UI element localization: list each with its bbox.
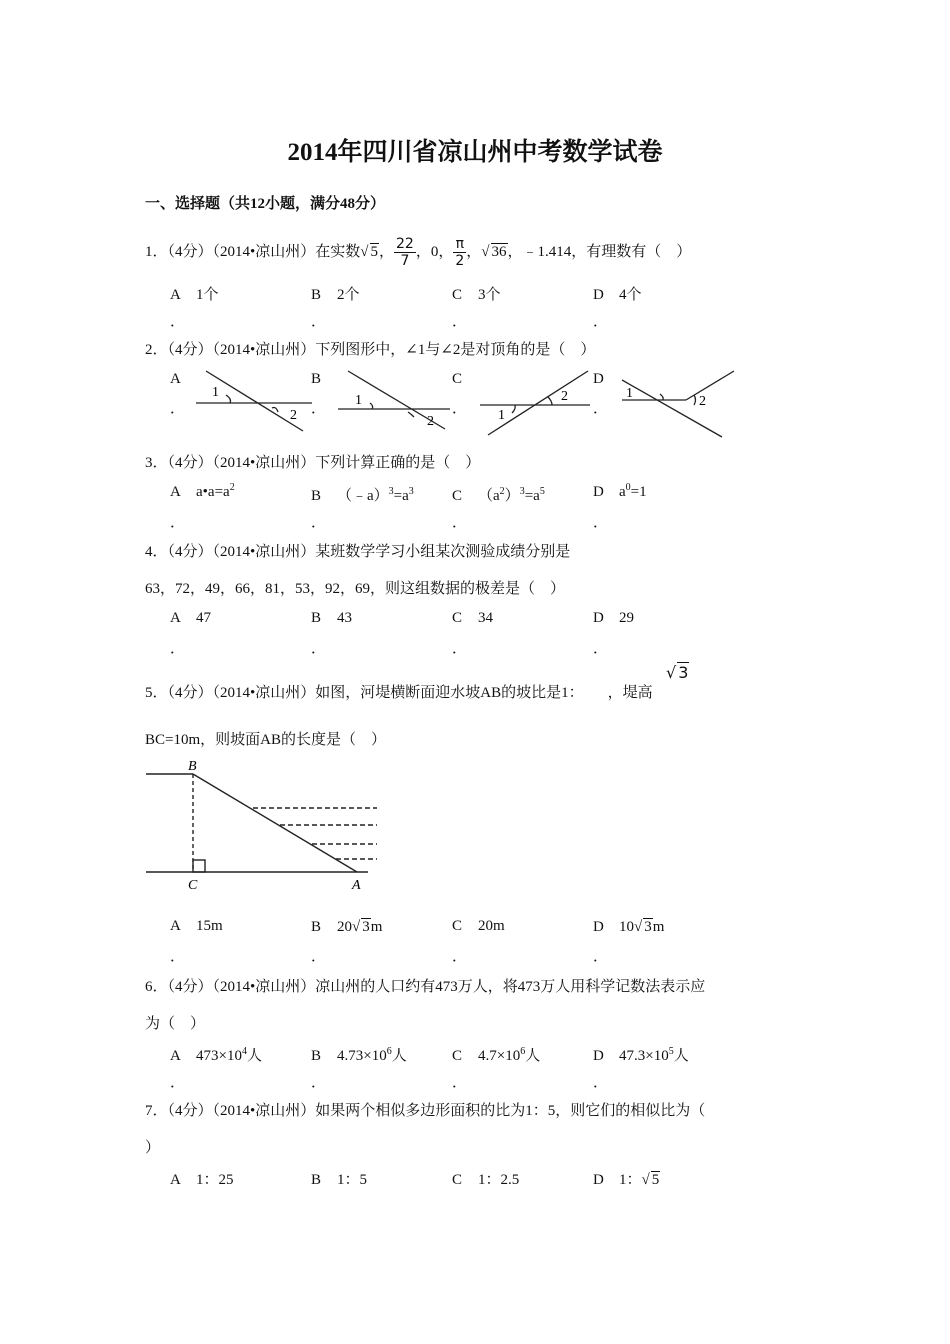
- fig-c-label-2: 2: [561, 389, 568, 404]
- q6-option-a[interactable]: [170, 1044, 262, 1065]
- q5b-post: m: [370, 919, 383, 935]
- fig-d-label-2: 2: [699, 394, 706, 409]
- option-text: 34: [478, 610, 493, 626]
- q6-option-c[interactable]: [452, 1044, 540, 1065]
- option-letter: D: [593, 484, 604, 500]
- q6a-pre: 473×10: [196, 1048, 242, 1064]
- q1-suffix: ，﹣1.414，有理数有（ ）: [507, 243, 692, 260]
- q1-zero: ，0，: [415, 243, 454, 260]
- option-text: 3个: [478, 287, 501, 303]
- q3-option-a[interactable]: [170, 484, 235, 501]
- fig-d-arc2: [694, 395, 696, 405]
- option-text: 4个: [619, 287, 642, 303]
- q3b-pre: （﹣a）: [337, 488, 389, 504]
- option-letter: B: [311, 371, 322, 387]
- q3b-mid: =a: [393, 488, 409, 504]
- option-letter: B: [311, 287, 322, 303]
- fig-b-label-2: 2: [427, 414, 434, 429]
- q6a-exp: 4: [241, 1046, 247, 1057]
- option-letter: B: [311, 919, 322, 935]
- q3c-exp1: 2: [499, 486, 505, 497]
- option-letter: C: [452, 610, 463, 626]
- sqrt-36: √ 36: [481, 243, 507, 260]
- q5d-pre: 10: [619, 919, 634, 935]
- option-text: 2个: [337, 287, 360, 303]
- q5-option-c[interactable]: [452, 918, 505, 935]
- option-dot: ．: [452, 515, 468, 531]
- option-dot: ．: [311, 314, 327, 330]
- option-letter: A: [170, 371, 181, 387]
- fig-c-diagonal: [488, 371, 588, 435]
- fig-d-label-1: 1: [626, 386, 633, 401]
- q5d-post: m: [652, 919, 665, 935]
- q1-prefix: 1．（4分）（2014•凉山州）在实数: [145, 243, 361, 260]
- question-1: 1．（4分）（2014•凉山州）在实数√ 5， $\frac{22}{7}$ ，0， $\frac{\pi}{2}$ ，√ 36，﹣1.414，有理数有（ ）: [145, 236, 692, 269]
- q6c-exp: 6: [520, 1046, 526, 1057]
- q7-option-c[interactable]: [452, 1168, 519, 1189]
- q3c-mid: ）: [504, 488, 520, 504]
- sqrt-5-radicand: 5: [370, 243, 378, 260]
- option-dot: ．: [452, 314, 468, 330]
- fig-a-arc2: [272, 408, 278, 413]
- q6c-pre: 4.7×10: [478, 1048, 521, 1064]
- q5b-pre: 20: [337, 919, 352, 935]
- q6-option-b[interactable]: [311, 1044, 407, 1065]
- option-dot: ．: [170, 641, 186, 657]
- question-4-line2: 63，72，49，66，81，53，92，69，则这组数据的极差是（ ）: [145, 581, 566, 597]
- fig-a-diagonal: [206, 371, 303, 431]
- sqrt-3-radicand: 3: [678, 663, 689, 682]
- q3a-base: a•a=a: [196, 484, 230, 500]
- question-5-line2: BC=10m，则坡面AB的长度是（ ）: [145, 732, 386, 748]
- q3d-post: =1: [630, 484, 647, 500]
- question-6-line1: 6．（4分）（2014•凉山州）凉山州的人口约有473万人，将473万人用科学记数法表示应: [145, 979, 706, 995]
- frac-den: 7: [400, 253, 410, 269]
- q3c-mid2: =a: [524, 488, 540, 504]
- option-dot: ．: [452, 949, 468, 965]
- q6a-post: 人: [246, 1048, 262, 1064]
- q5-option-d[interactable]: [593, 918, 664, 936]
- option-dot: ．: [170, 401, 186, 417]
- question-6-line2: 为（ ）: [145, 1016, 206, 1032]
- sqrt-3: √ 3: [352, 919, 370, 935]
- option-dot: ．: [593, 401, 609, 417]
- q5-sqrt3: √ 3: [666, 663, 689, 682]
- sqrt-36-radicand: 36: [491, 243, 507, 260]
- fig-c-arc2: [548, 397, 552, 405]
- page-title: 2014年四川省凉山州中考数学试卷: [287, 139, 663, 166]
- option-letter: A: [170, 484, 181, 500]
- right-angle-mark: [193, 860, 205, 872]
- option-dot: ．: [452, 641, 468, 657]
- option-letter: A: [170, 287, 181, 303]
- question-2: 2．（4分）（2014•凉山州）下列图形中，∠1与∠2是对顶角的是（ ）: [145, 342, 596, 358]
- option-dot: ．: [170, 314, 186, 330]
- fig-d-arc1: [660, 394, 663, 400]
- question-7-line2: ）: [145, 1140, 161, 1156]
- sqrt-5: √ 5: [360, 243, 378, 260]
- fig-a-label-2: 2: [290, 408, 297, 423]
- option-letter: A: [170, 918, 181, 934]
- section-heading: 一、选择题（共12小题，满分48分）: [145, 196, 386, 212]
- q4-option-a[interactable]: [170, 610, 211, 627]
- fig-a-arc1: [226, 395, 231, 403]
- q6d-pre: 47.3×10: [619, 1048, 669, 1064]
- question-4-line1: 4．（4分）（2014•凉山州）某班数学学习小组某次测验成绩分别是: [145, 544, 571, 560]
- q5-option-a[interactable]: [170, 918, 223, 935]
- fig-c-arc1: [512, 405, 515, 413]
- option-text: 20m: [478, 918, 505, 934]
- label-c: C: [188, 878, 198, 893]
- option-text: 43: [337, 610, 352, 626]
- q5-dam-figure: [140, 755, 390, 895]
- fig-b-arc1: [370, 403, 373, 409]
- q6d-post: 人: [673, 1048, 689, 1064]
- q6b-pre: 4.73×10: [337, 1048, 387, 1064]
- q5-line1-pre: 5．（4分）（2014•凉山州）如图，河堤横断面迎水坡AB的坡比是1：: [145, 685, 584, 701]
- option-letter: A: [170, 1048, 181, 1064]
- q7-option-a[interactable]: [170, 1168, 234, 1189]
- option-dot: ．: [452, 1075, 468, 1091]
- option-text: 1个: [196, 287, 219, 303]
- figure-c: [480, 371, 590, 435]
- dam-slope-ab: [193, 774, 357, 872]
- fig-d-line2: [686, 371, 734, 400]
- label-b: B: [188, 759, 197, 774]
- option-letter: C: [452, 1048, 463, 1064]
- q6-option-d[interactable]: [593, 1044, 689, 1065]
- option-letter: C: [452, 287, 463, 303]
- option-dot: ．: [593, 641, 609, 657]
- option-letter: D: [593, 1172, 604, 1188]
- sqrt-5: √ 5: [641, 1172, 660, 1188]
- option-dot: ．: [311, 515, 327, 531]
- option-letter: B: [311, 610, 322, 626]
- q7-option-d[interactable]: [593, 1168, 660, 1189]
- q6d-exp: 5: [668, 1046, 674, 1057]
- question-5-line1: [145, 681, 653, 702]
- option-letter: D: [593, 371, 604, 387]
- pi-num: π: [453, 236, 466, 253]
- q4-option-b[interactable]: [311, 610, 352, 627]
- option-letter: A: [170, 610, 181, 626]
- fig-d-line1: [622, 380, 722, 437]
- q3-option-d[interactable]: [593, 484, 647, 501]
- q3c-pre: （a: [478, 488, 500, 504]
- option-dot: ．: [593, 1075, 609, 1091]
- q3c-exp2: 3: [519, 486, 525, 497]
- pi-den: 2: [455, 253, 465, 269]
- q6b-exp: 6: [386, 1046, 392, 1057]
- option-letter: D: [593, 610, 604, 626]
- option-dot: ．: [593, 314, 609, 330]
- q7d-pre: 1：: [619, 1172, 642, 1188]
- q3a-exp: 2: [229, 482, 235, 493]
- sqrt-5-radicand: 5: [651, 1172, 660, 1188]
- q3b-exp1: 3: [388, 486, 394, 497]
- q5-option-b[interactable]: [311, 918, 382, 936]
- option-dot: ．: [170, 515, 186, 531]
- fig-a-label-1: 1: [212, 385, 219, 400]
- option-letter: C: [452, 371, 463, 387]
- option-dot: ．: [170, 949, 186, 965]
- sqrt-3-radicand: 3: [644, 919, 652, 935]
- option-letter: D: [593, 1048, 604, 1064]
- option-letter: B: [311, 1172, 322, 1188]
- q7-option-b[interactable]: [311, 1168, 367, 1189]
- option-text: 47: [196, 610, 211, 626]
- q3d-pre: a: [619, 484, 626, 500]
- figure-d: [622, 371, 734, 437]
- option-dot: ．: [593, 949, 609, 965]
- fig-b-arc2: [408, 412, 414, 417]
- q6b-post: 人: [391, 1048, 407, 1064]
- option-letter: C: [452, 1172, 463, 1188]
- option-letter: C: [452, 918, 463, 934]
- q3-option-c[interactable]: [452, 484, 545, 505]
- option-dot: ．: [452, 401, 468, 417]
- frac-num: 22: [396, 236, 414, 252]
- option-dot: ．: [311, 1075, 327, 1091]
- question-3: 3．（4分）（2014•凉山州）下列计算正确的是（ ）: [145, 455, 481, 471]
- q3b-exp2: 3: [408, 486, 414, 497]
- option-text: 1：5: [337, 1172, 368, 1188]
- sqrt-3: √ 3: [634, 919, 652, 935]
- option-letter: D: [593, 287, 604, 303]
- q1-comma: ，: [379, 243, 395, 260]
- q5-line1-post: ，堤高: [607, 685, 653, 701]
- option-dot: ．: [311, 401, 327, 417]
- q3d-exp: 0: [625, 482, 631, 493]
- option-text: 1：25: [196, 1172, 234, 1188]
- q3c-exp3: 5: [539, 486, 545, 497]
- option-text: 1：2.5: [478, 1172, 520, 1188]
- fig-b-label-1: 1: [355, 393, 362, 408]
- option-letter: B: [311, 1048, 322, 1064]
- q3-option-b[interactable]: [311, 484, 414, 505]
- option-dot: ．: [593, 515, 609, 531]
- option-letter: C: [452, 488, 463, 504]
- label-a: A: [352, 878, 361, 893]
- option-letter: A: [170, 1172, 181, 1188]
- fig-c-label-1: 1: [498, 408, 505, 423]
- q4-option-c[interactable]: [452, 610, 493, 627]
- option-letter: D: [593, 919, 604, 935]
- option-text: 29: [619, 610, 634, 626]
- q2-figures: [0, 0, 950, 460]
- sqrt-3-radicand: 3: [362, 919, 370, 935]
- q6c-post: 人: [525, 1048, 541, 1064]
- option-letter: B: [311, 488, 322, 504]
- option-dot: ．: [170, 1075, 186, 1091]
- q4-option-d[interactable]: [593, 610, 634, 627]
- question-7-line1: 7．（4分）（2014•凉山州）如果两个相似多边形面积的比为1：5，则它们的相似比为（: [145, 1103, 706, 1119]
- option-text: 15m: [196, 918, 223, 934]
- option-dot: ．: [311, 641, 327, 657]
- option-dot: ．: [311, 949, 327, 965]
